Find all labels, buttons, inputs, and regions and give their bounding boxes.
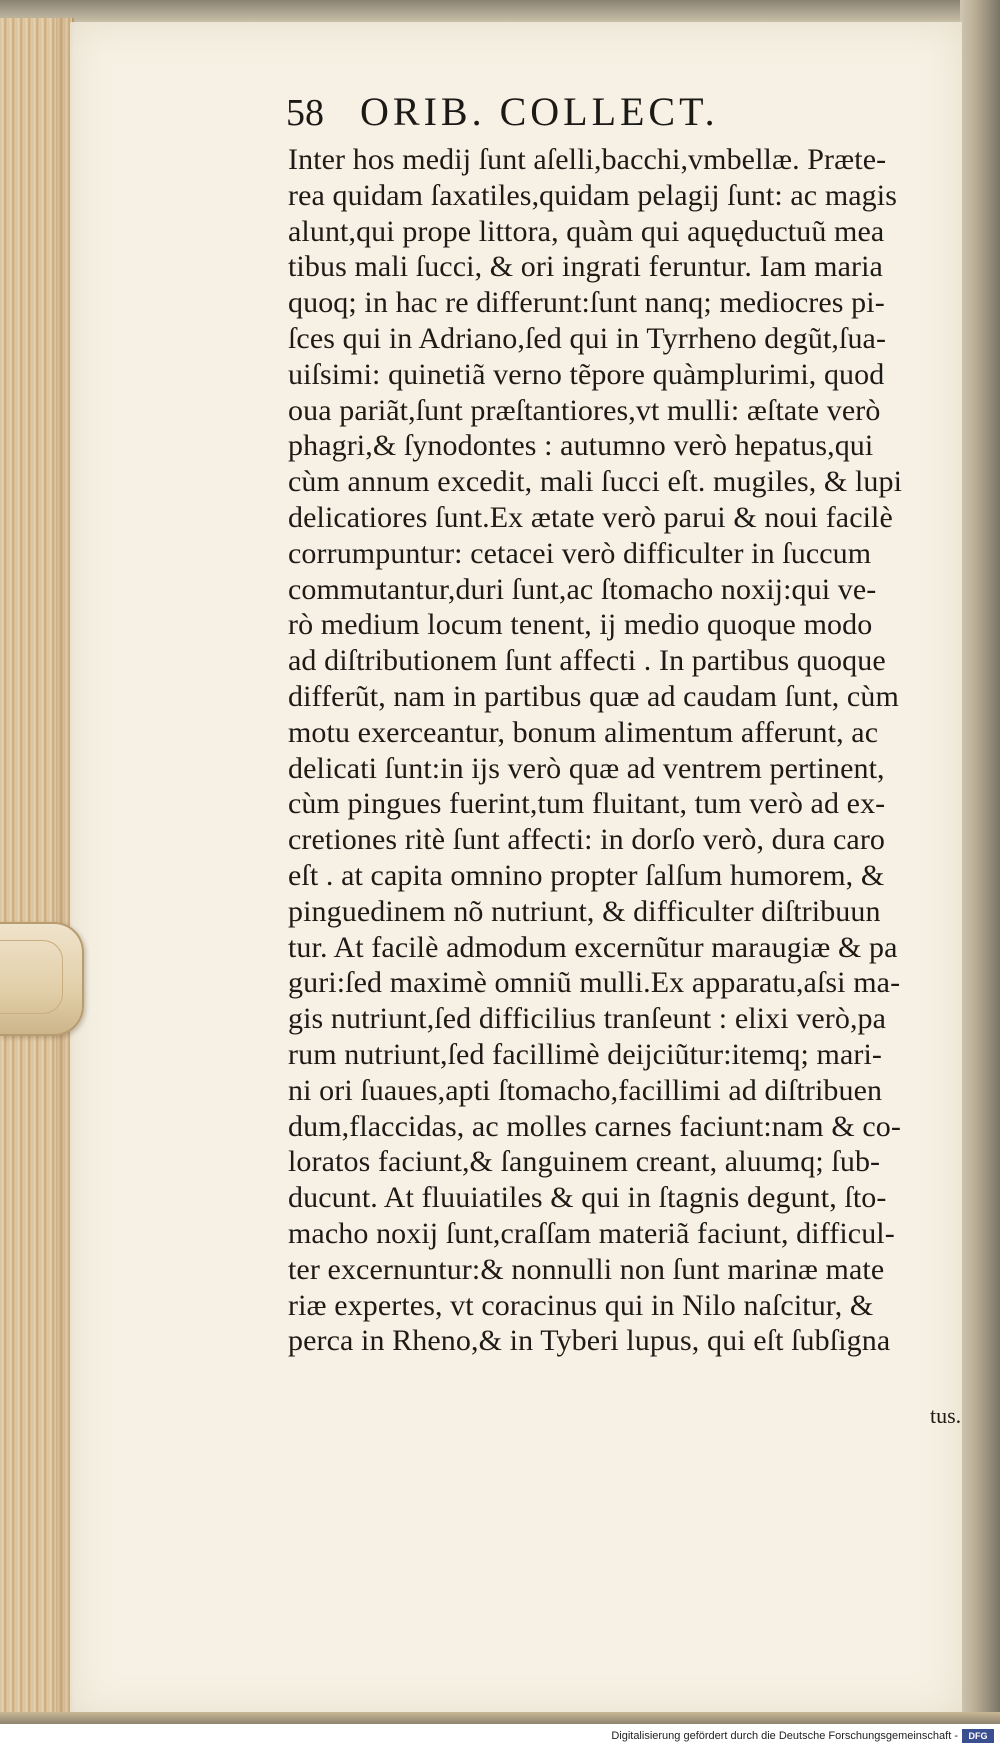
text-line: ducunt. At fluuiatiles & qui in ſtagnis degunt, ſto- bbox=[288, 1181, 887, 1215]
text-line: cretiones ritè ſunt affecti: in dorſo verò, dura caro bbox=[288, 823, 886, 857]
text-line: gis nutriunt,ſed difficilius tranſeunt : elixi verò,pa bbox=[288, 1002, 887, 1036]
running-title: ORIB. COLLECT. bbox=[360, 89, 719, 134]
page-clip-inner bbox=[0, 940, 63, 1014]
text-line: dum,flaccidas, ac molles carnes faciunt:nam & co- bbox=[288, 1109, 901, 1143]
text-line: cùm annum excedit, mali ſucci eſt. mugiles, & lupi bbox=[288, 465, 903, 499]
text-line: Inter hos medij ſunt aſelli,bacchi,vmbellæ. Præte- bbox=[288, 143, 887, 176]
body-text bbox=[288, 142, 972, 1359]
text-line: motu exerceantur, bonum alimentum afferunt, ac bbox=[288, 715, 879, 749]
funding-credit: Digitalisierung gefördert durch die Deutsche Forschungsgemeinschaft - bbox=[611, 1730, 958, 1742]
text-line: corrumpuntur: cetacei verò difficulter in ſuccum bbox=[288, 536, 872, 570]
text-line: commutantur,duri ſunt,ac ſtomacho noxij:qui ve- bbox=[288, 572, 877, 606]
running-header bbox=[286, 88, 846, 138]
text-line: macho noxij ſunt,craſſam materiã faciunt, difficul- bbox=[288, 1216, 895, 1250]
text-line: ter excernuntur:& nonnulli non ſunt marinæ mate bbox=[288, 1252, 885, 1286]
text-line: ni ori ſuaues,apti ſtomacho,facillimi ad diſtribuen bbox=[288, 1073, 883, 1107]
text-line: uiſsimi: quinetiã verno tẽpore quàmplurimi, quod bbox=[288, 357, 885, 391]
text-line: riæ expertes, vt coracinus qui in Nilo naſcitur, & bbox=[288, 1288, 874, 1322]
text-line: eſt . at capita omnino propter ſalſum humorem, & bbox=[288, 858, 885, 892]
text-line: ſces qui in Adriano,ſed qui in Tyrrheno degũt,ſua- bbox=[288, 321, 887, 355]
page-number: 58 bbox=[286, 92, 324, 134]
text-line: oua pariãt,ſunt præſtantiores,vt mulli: æſtate verò bbox=[288, 393, 881, 427]
book-bottom-edge bbox=[0, 1712, 1000, 1724]
text-line: rum nutriunt,ſed facillimè deijciũtur:itemq; mari- bbox=[288, 1037, 882, 1071]
text-line: phagri,& ſynodontes : autumno verò hepatus,qui bbox=[288, 429, 874, 463]
text-line: alunt,qui prope littora, quàm qui aquęductuũ mea bbox=[288, 214, 885, 248]
text-line: rò medium locum tenent, ij medio quoque modo bbox=[288, 608, 873, 642]
text-line: delicatiores ſunt.Ex ætate verò parui & noui facilè bbox=[288, 500, 893, 534]
text-line: delicati ſunt:in ijs verò quæ ad ventrem pertinent, bbox=[288, 751, 885, 785]
text-line: quoq; in hac re differunt:ſunt nanq; mediocres pi- bbox=[288, 286, 885, 320]
text-line: ad diſtributionem ſunt affecti . In partibus quoque bbox=[288, 644, 886, 678]
text-line: tibus mali ſucci, & ori ingrati feruntur. Iam maria bbox=[288, 250, 883, 284]
text-line: perca in Rheno,& in Tyberi lupus, qui eſt ſubſigna bbox=[288, 1324, 891, 1358]
dfg-logo: DFG bbox=[962, 1729, 994, 1743]
footer-bar bbox=[0, 1724, 1000, 1749]
book-top-edge bbox=[0, 0, 1000, 22]
text-line: loratos faciunt,& ſanguinem creant, aluumq; ſub- bbox=[288, 1145, 881, 1179]
text-line: tur. At facilè admodum excernũtur maraugiæ & pa bbox=[288, 930, 898, 964]
text-line: cùm pingues fuerint,tum fluitant, tum verò ad ex- bbox=[288, 787, 886, 821]
gutter-shadow bbox=[56, 18, 74, 1718]
text-line: guri:ſed maximè omniũ mulli.Ex apparatu,aſsi ma- bbox=[288, 966, 901, 1000]
catchword: tus. bbox=[930, 1403, 962, 1428]
text-line: rea quidam ſaxatiles,quidam pelagij ſunt: ac magis bbox=[288, 178, 897, 212]
text-line: differũt, nam in partibus quæ ad caudam ſunt, cùm bbox=[288, 679, 899, 713]
text-line: pinguedinem nõ nutriunt, & difficulter diſtribuun bbox=[288, 894, 881, 928]
